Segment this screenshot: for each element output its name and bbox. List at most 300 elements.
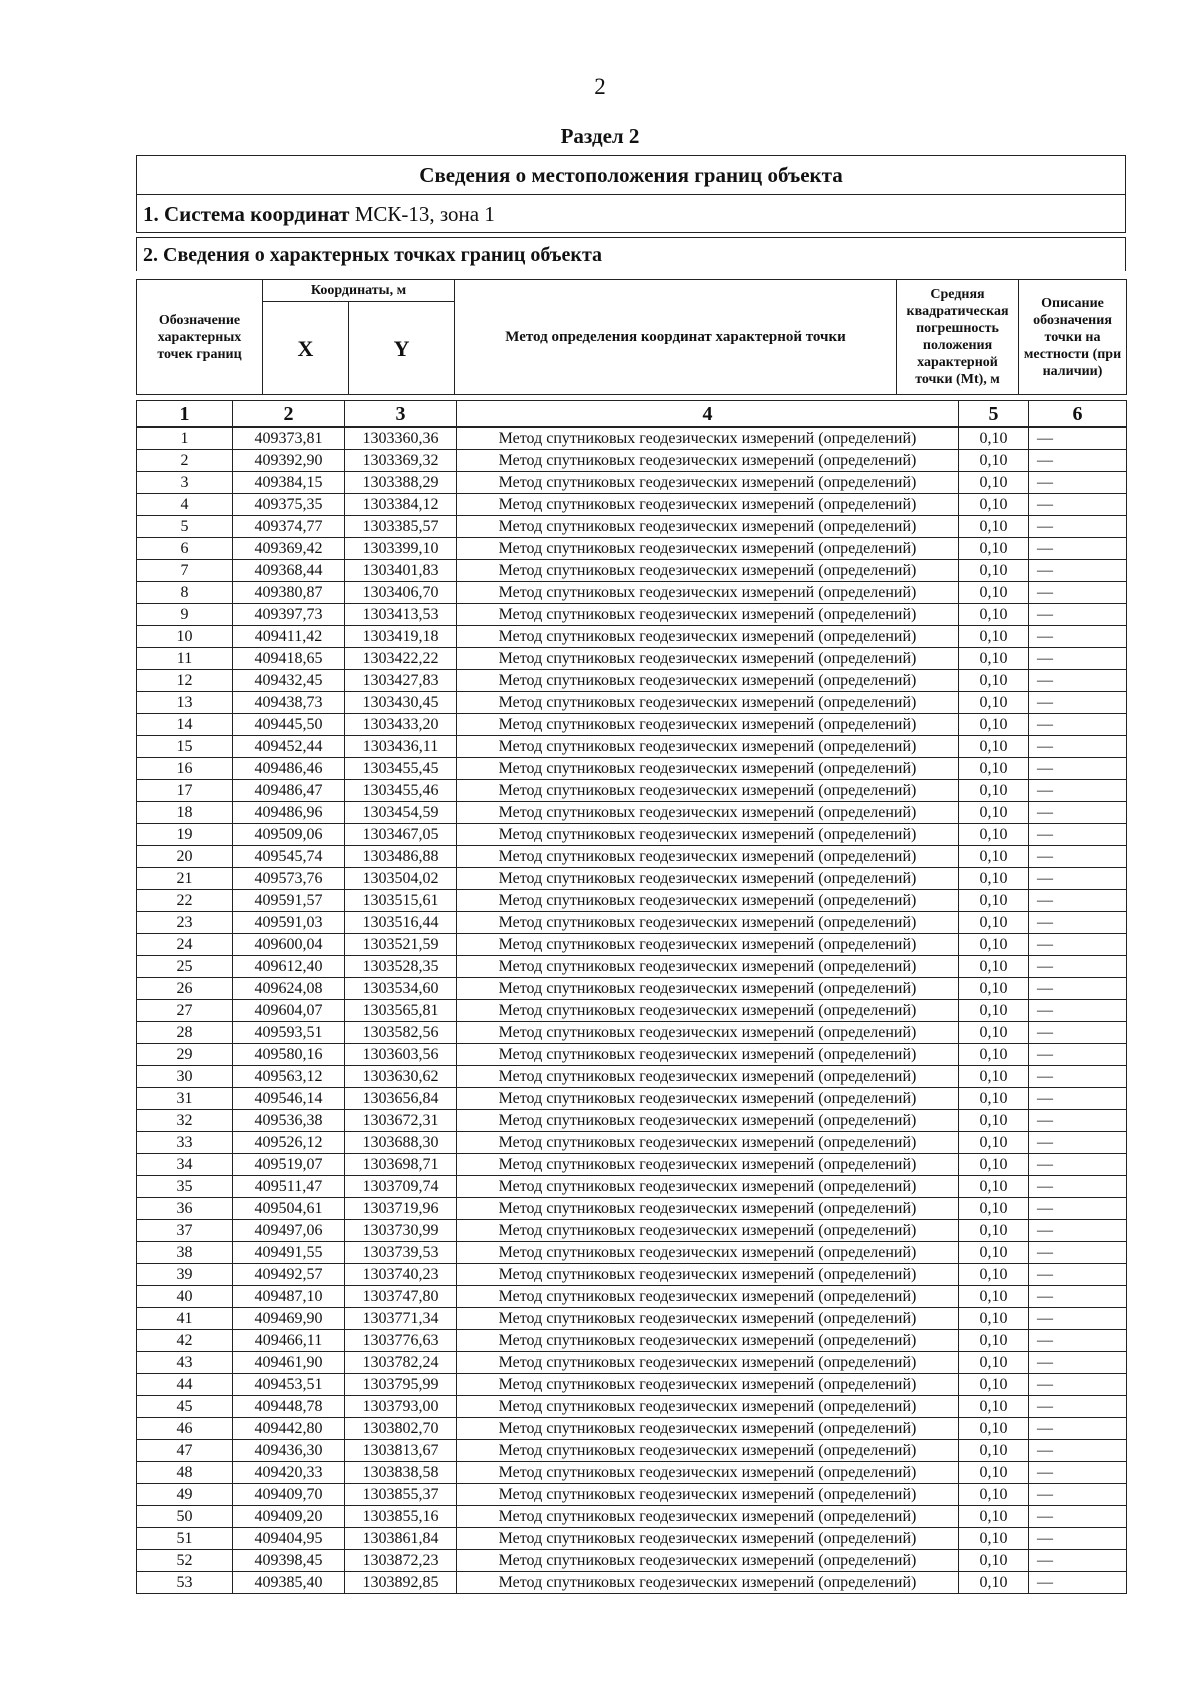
- x-coord-cell: 409580,16: [233, 1044, 345, 1066]
- table-row: [137, 1088, 1127, 1110]
- y-coord-cell: 1303813,67: [345, 1440, 457, 1462]
- method-cell: Метод спутниковых геодезических измерений (определений): [457, 1572, 959, 1594]
- description-cell: —: [1029, 582, 1127, 604]
- point-number-cell: 31: [137, 1088, 233, 1110]
- x-coord-cell: 409385,40: [233, 1572, 345, 1594]
- x-coord-cell: 409486,96: [233, 802, 345, 824]
- x-coord-cell: 409384,15: [233, 472, 345, 494]
- x-coord-cell: 409491,55: [233, 1242, 345, 1264]
- y-coord-cell: 1303455,45: [345, 758, 457, 780]
- point-number-cell: 45: [137, 1396, 233, 1418]
- error-cell: 0,10: [959, 1440, 1029, 1462]
- description-cell: —: [1029, 494, 1127, 516]
- x-coord-cell: 409380,87: [233, 582, 345, 604]
- point-number-cell: 14: [137, 714, 233, 736]
- method-cell: Метод спутниковых геодезических измерений (определений): [457, 516, 959, 538]
- table-row: [137, 714, 1127, 736]
- method-cell: Метод спутниковых геодезических измерений (определений): [457, 582, 959, 604]
- error-cell: 0,10: [959, 1000, 1029, 1022]
- method-cell: Метод спутниковых геодезических измерений (определений): [457, 846, 959, 868]
- table-row: [137, 692, 1127, 714]
- x-coord-cell: 409600,04: [233, 934, 345, 956]
- x-coord-cell: 409448,78: [233, 1396, 345, 1418]
- error-cell: 0,10: [959, 1044, 1029, 1066]
- points-table-header: [136, 279, 1127, 395]
- col-method-header: Метод определения координат характерной точки: [455, 280, 897, 395]
- table-row: [137, 1528, 1127, 1550]
- error-cell: 0,10: [959, 868, 1029, 890]
- table-row: [137, 934, 1127, 956]
- y-coord-cell: 1303433,20: [345, 714, 457, 736]
- y-coord-cell: 1303515,61: [345, 890, 457, 912]
- point-number-cell: 25: [137, 956, 233, 978]
- error-cell: 0,10: [959, 560, 1029, 582]
- y-coord-cell: 1303436,11: [345, 736, 457, 758]
- method-cell: Метод спутниковых геодезических измерений (определений): [457, 1528, 959, 1550]
- column-number: 3: [345, 401, 457, 428]
- description-cell: —: [1029, 868, 1127, 890]
- column-number-row: [137, 401, 1127, 428]
- table-row: [137, 538, 1127, 560]
- y-coord-cell: 1303838,58: [345, 1462, 457, 1484]
- table-row: [137, 427, 1127, 450]
- y-coord-cell: 1303565,81: [345, 1000, 457, 1022]
- error-cell: 0,10: [959, 1308, 1029, 1330]
- description-cell: —: [1029, 1572, 1127, 1594]
- description-cell: —: [1029, 978, 1127, 1000]
- col-designation-header: Обозначение характерных точек границ: [137, 280, 263, 395]
- description-cell: —: [1029, 1176, 1127, 1198]
- y-coord-cell: 1303776,63: [345, 1330, 457, 1352]
- method-cell: Метод спутниковых геодезических измерений (определений): [457, 890, 959, 912]
- table-row: [137, 1264, 1127, 1286]
- point-number-cell: 19: [137, 824, 233, 846]
- point-number-cell: 5: [137, 516, 233, 538]
- y-coord-cell: 1303603,56: [345, 1044, 457, 1066]
- method-cell: Метод спутниковых геодезических измерений (определений): [457, 780, 959, 802]
- point-number-cell: 11: [137, 648, 233, 670]
- description-cell: —: [1029, 692, 1127, 714]
- description-cell: —: [1029, 1528, 1127, 1550]
- y-coord-cell: 1303504,02: [345, 868, 457, 890]
- table-row: [137, 1154, 1127, 1176]
- x-coord-cell: 409442,80: [233, 1418, 345, 1440]
- error-cell: 0,10: [959, 494, 1029, 516]
- point-number-cell: 22: [137, 890, 233, 912]
- point-number-cell: 10: [137, 626, 233, 648]
- x-coord-cell: 409563,12: [233, 1066, 345, 1088]
- error-cell: 0,10: [959, 912, 1029, 934]
- error-cell: 0,10: [959, 824, 1029, 846]
- description-cell: —: [1029, 956, 1127, 978]
- y-coord-cell: 1303698,71: [345, 1154, 457, 1176]
- x-coord-cell: 409492,57: [233, 1264, 345, 1286]
- x-coord-cell: 409466,11: [233, 1330, 345, 1352]
- y-coord-cell: 1303709,74: [345, 1176, 457, 1198]
- description-cell: —: [1029, 1022, 1127, 1044]
- description-cell: —: [1029, 1418, 1127, 1440]
- method-cell: Метод спутниковых геодезических измерений (определений): [457, 1418, 959, 1440]
- x-coord-cell: 409373,81: [233, 427, 345, 450]
- table-row: [137, 1220, 1127, 1242]
- y-coord-cell: 1303467,05: [345, 824, 457, 846]
- error-cell: 0,10: [959, 714, 1029, 736]
- x-coord-cell: 409418,65: [233, 648, 345, 670]
- table-row: [137, 494, 1127, 516]
- error-cell: 0,10: [959, 1286, 1029, 1308]
- y-coord-cell: 1303401,83: [345, 560, 457, 582]
- x-coord-cell: 409409,20: [233, 1506, 345, 1528]
- error-cell: 0,10: [959, 1154, 1029, 1176]
- description-cell: —: [1029, 802, 1127, 824]
- method-cell: Метод спутниковых геодезических измерений (определений): [457, 912, 959, 934]
- error-cell: 0,10: [959, 472, 1029, 494]
- description-cell: —: [1029, 1154, 1127, 1176]
- column-number: 5: [959, 401, 1029, 428]
- error-cell: 0,10: [959, 1132, 1029, 1154]
- description-cell: —: [1029, 1506, 1127, 1528]
- method-cell: Метод спутниковых геодезических измерений (определений): [457, 648, 959, 670]
- method-cell: Метод спутниковых геодезических измерений (определений): [457, 1198, 959, 1220]
- point-number-cell: 12: [137, 670, 233, 692]
- y-coord-cell: 1303360,36: [345, 427, 457, 450]
- x-coord-cell: 409526,12: [233, 1132, 345, 1154]
- y-coord-cell: 1303422,22: [345, 648, 457, 670]
- error-cell: 0,10: [959, 1484, 1029, 1506]
- point-number-cell: 37: [137, 1220, 233, 1242]
- error-cell: 0,10: [959, 1066, 1029, 1088]
- error-cell: 0,10: [959, 846, 1029, 868]
- point-number-cell: 39: [137, 1264, 233, 1286]
- y-coord-cell: 1303656,84: [345, 1088, 457, 1110]
- method-cell: Метод спутниковых геодезических измерений (определений): [457, 824, 959, 846]
- method-cell: Метод спутниковых геодезических измерений (определений): [457, 978, 959, 1000]
- x-coord-cell: 409487,10: [233, 1286, 345, 1308]
- y-coord-cell: 1303406,70: [345, 582, 457, 604]
- y-coord-cell: 1303419,18: [345, 626, 457, 648]
- description-cell: —: [1029, 516, 1127, 538]
- table-row: [137, 1022, 1127, 1044]
- error-cell: 0,10: [959, 1264, 1029, 1286]
- method-cell: Метод спутниковых геодезических измерений (определений): [457, 1088, 959, 1110]
- y-coord-cell: 1303892,85: [345, 1572, 457, 1594]
- method-cell: Метод спутниковых геодезических измерений (определений): [457, 560, 959, 582]
- point-number-cell: 16: [137, 758, 233, 780]
- x-coord-cell: 409486,46: [233, 758, 345, 780]
- table-row: [137, 736, 1127, 758]
- error-cell: 0,10: [959, 934, 1029, 956]
- y-coord-cell: 1303430,45: [345, 692, 457, 714]
- description-cell: —: [1029, 1242, 1127, 1264]
- point-number-cell: 4: [137, 494, 233, 516]
- description-cell: —: [1029, 890, 1127, 912]
- x-coord-cell: 409375,35: [233, 494, 345, 516]
- point-number-cell: 42: [137, 1330, 233, 1352]
- error-cell: 0,10: [959, 780, 1029, 802]
- x-coord-cell: 409604,07: [233, 1000, 345, 1022]
- point-number-cell: 9: [137, 604, 233, 626]
- method-cell: Метод спутниковых геодезических измерений (определений): [457, 1154, 959, 1176]
- description-cell: —: [1029, 1264, 1127, 1286]
- point-number-cell: 36: [137, 1198, 233, 1220]
- error-cell: 0,10: [959, 736, 1029, 758]
- method-cell: Метод спутниковых геодезических измерений (определений): [457, 1022, 959, 1044]
- x-coord-cell: 409504,61: [233, 1198, 345, 1220]
- description-cell: —: [1029, 1396, 1127, 1418]
- error-cell: 0,10: [959, 427, 1029, 450]
- x-coord-cell: 409591,57: [233, 890, 345, 912]
- method-cell: Метод спутниковых геодезических измерений (определений): [457, 1176, 959, 1198]
- table-row: [137, 868, 1127, 890]
- description-cell: —: [1029, 1000, 1127, 1022]
- description-cell: —: [1029, 1308, 1127, 1330]
- x-coord-cell: 409624,08: [233, 978, 345, 1000]
- method-cell: Метод спутниковых геодезических измерений (определений): [457, 626, 959, 648]
- y-coord-cell: 1303534,60: [345, 978, 457, 1000]
- table-row: [137, 560, 1127, 582]
- point-number-cell: 52: [137, 1550, 233, 1572]
- coord-system-value: МСК-13, зона 1: [354, 202, 495, 226]
- point-number-cell: 28: [137, 1022, 233, 1044]
- col-description-header: Описание обозначения точки на местности (при наличии): [1019, 280, 1127, 395]
- y-coord-cell: 1303486,88: [345, 846, 457, 868]
- method-cell: Метод спутниковых геодезических измерений (определений): [457, 1440, 959, 1462]
- error-cell: 0,10: [959, 692, 1029, 714]
- error-cell: 0,10: [959, 450, 1029, 472]
- method-cell: Метод спутниковых геодезических измерений (определений): [457, 1330, 959, 1352]
- table-row: [137, 824, 1127, 846]
- y-coord-cell: 1303384,12: [345, 494, 457, 516]
- description-cell: —: [1029, 626, 1127, 648]
- method-cell: Метод спутниковых геодезических измерений (определений): [457, 1242, 959, 1264]
- x-coord-cell: 409612,40: [233, 956, 345, 978]
- description-cell: —: [1029, 1440, 1127, 1462]
- x-coord-cell: 409392,90: [233, 450, 345, 472]
- point-number-cell: 34: [137, 1154, 233, 1176]
- y-coord-cell: 1303413,53: [345, 604, 457, 626]
- description-cell: —: [1029, 604, 1127, 626]
- table-row: [137, 1440, 1127, 1462]
- description-cell: —: [1029, 538, 1127, 560]
- table-row: [137, 758, 1127, 780]
- description-cell: —: [1029, 846, 1127, 868]
- method-cell: Метод спутниковых геодезических измерений (определений): [457, 692, 959, 714]
- point-number-cell: 3: [137, 472, 233, 494]
- y-coord-cell: 1303740,23: [345, 1264, 457, 1286]
- point-number-cell: 15: [137, 736, 233, 758]
- description-cell: —: [1029, 1330, 1127, 1352]
- description-cell: —: [1029, 1132, 1127, 1154]
- description-cell: —: [1029, 560, 1127, 582]
- y-coord-cell: 1303688,30: [345, 1132, 457, 1154]
- table-row: [137, 1110, 1127, 1132]
- point-number-cell: 49: [137, 1484, 233, 1506]
- y-coord-cell: 1303369,32: [345, 450, 457, 472]
- method-cell: Метод спутниковых геодезических измерений (определений): [457, 604, 959, 626]
- method-cell: Метод спутниковых геодезических измерений (определений): [457, 427, 959, 450]
- table-row: [137, 626, 1127, 648]
- method-cell: Метод спутниковых геодезических измерений (определений): [457, 1550, 959, 1572]
- points-section-title: 2. Сведения о характерных точках границ объекта: [136, 237, 1126, 271]
- description-cell: —: [1029, 1484, 1127, 1506]
- point-number-cell: 26: [137, 978, 233, 1000]
- x-coord-cell: 409461,90: [233, 1352, 345, 1374]
- point-number-cell: 46: [137, 1418, 233, 1440]
- description-cell: —: [1029, 670, 1127, 692]
- y-coord-cell: 1303855,37: [345, 1484, 457, 1506]
- x-coord-cell: 409453,51: [233, 1374, 345, 1396]
- col-error-header: Средняя квадратическая погрешность положения характерной точки (Mt), м: [897, 280, 1019, 395]
- error-cell: 0,10: [959, 1022, 1029, 1044]
- y-coord-cell: 1303861,84: [345, 1528, 457, 1550]
- column-number: 2: [233, 401, 345, 428]
- error-cell: 0,10: [959, 582, 1029, 604]
- column-number: 6: [1029, 401, 1127, 428]
- table-row: [137, 802, 1127, 824]
- x-coord-cell: 409593,51: [233, 1022, 345, 1044]
- description-cell: —: [1029, 1374, 1127, 1396]
- x-coord-cell: 409369,42: [233, 538, 345, 560]
- table-row: [137, 912, 1127, 934]
- x-coord-cell: 409497,06: [233, 1220, 345, 1242]
- table-row: [137, 450, 1127, 472]
- method-cell: Метод спутниковых геодезических измерений (определений): [457, 802, 959, 824]
- table-row: [137, 1176, 1127, 1198]
- description-cell: —: [1029, 1198, 1127, 1220]
- error-cell: 0,10: [959, 1110, 1029, 1132]
- description-cell: —: [1029, 1110, 1127, 1132]
- y-coord-cell: 1303771,34: [345, 1308, 457, 1330]
- column-number: 1: [137, 401, 233, 428]
- header-title: Сведения о местоположения границ объекта: [136, 155, 1126, 195]
- y-coord-cell: 1303747,80: [345, 1286, 457, 1308]
- x-coord-cell: 409436,30: [233, 1440, 345, 1462]
- x-coord-cell: 409536,38: [233, 1110, 345, 1132]
- method-cell: Метод спутниковых геодезических измерений (определений): [457, 714, 959, 736]
- method-cell: Метод спутниковых геодезических измерений (определений): [457, 670, 959, 692]
- method-cell: Метод спутниковых геодезических измерений (определений): [457, 538, 959, 560]
- description-cell: —: [1029, 780, 1127, 802]
- description-cell: —: [1029, 1352, 1127, 1374]
- description-cell: —: [1029, 472, 1127, 494]
- x-coord-cell: 409519,07: [233, 1154, 345, 1176]
- x-coord-cell: 409452,44: [233, 736, 345, 758]
- description-cell: —: [1029, 934, 1127, 956]
- error-cell: 0,10: [959, 1528, 1029, 1550]
- points-table: [136, 400, 1127, 1594]
- table-row: [137, 1506, 1127, 1528]
- description-cell: —: [1029, 714, 1127, 736]
- point-number-cell: 48: [137, 1462, 233, 1484]
- point-number-cell: 38: [137, 1242, 233, 1264]
- point-number-cell: 35: [137, 1176, 233, 1198]
- method-cell: Метод спутниковых геодезических измерений (определений): [457, 1066, 959, 1088]
- error-cell: 0,10: [959, 538, 1029, 560]
- description-cell: —: [1029, 1088, 1127, 1110]
- method-cell: Метод спутниковых геодезических измерений (определений): [457, 1308, 959, 1330]
- x-coord-cell: 409546,14: [233, 1088, 345, 1110]
- y-coord-cell: 1303385,57: [345, 516, 457, 538]
- coord-system-label: 1. Система координат: [143, 202, 350, 226]
- point-number-cell: 20: [137, 846, 233, 868]
- method-cell: Метод спутниковых геодезических измерений (определений): [457, 758, 959, 780]
- point-number-cell: 50: [137, 1506, 233, 1528]
- method-cell: Метод спутниковых геодезических измерений (определений): [457, 472, 959, 494]
- error-cell: 0,10: [959, 1418, 1029, 1440]
- point-number-cell: 51: [137, 1528, 233, 1550]
- error-cell: 0,10: [959, 956, 1029, 978]
- col-x-header: X: [263, 302, 349, 395]
- description-cell: —: [1029, 1550, 1127, 1572]
- error-cell: 0,10: [959, 1506, 1029, 1528]
- x-coord-cell: 409445,50: [233, 714, 345, 736]
- x-coord-cell: 409411,42: [233, 626, 345, 648]
- y-coord-cell: 1303427,83: [345, 670, 457, 692]
- table-row: [137, 1242, 1127, 1264]
- table-row: [137, 1572, 1127, 1594]
- x-coord-cell: 409438,73: [233, 692, 345, 714]
- x-coord-cell: 409420,33: [233, 1462, 345, 1484]
- table-row: [137, 846, 1127, 868]
- x-coord-cell: 409397,73: [233, 604, 345, 626]
- table-row: [137, 1066, 1127, 1088]
- point-number-cell: 18: [137, 802, 233, 824]
- table-row: [137, 1132, 1127, 1154]
- method-cell: Метод спутниковых геодезических измерений (определений): [457, 1374, 959, 1396]
- method-cell: Метод спутниковых геодезических измерений (определений): [457, 1220, 959, 1242]
- error-cell: 0,10: [959, 1374, 1029, 1396]
- error-cell: 0,10: [959, 802, 1029, 824]
- error-cell: 0,10: [959, 1330, 1029, 1352]
- method-cell: Метод спутниковых геодезических измерений (определений): [457, 1462, 959, 1484]
- x-coord-cell: 409374,77: [233, 516, 345, 538]
- col-coordinates-header: Координаты, м: [263, 280, 455, 302]
- description-cell: —: [1029, 1066, 1127, 1088]
- x-coord-cell: 409409,70: [233, 1484, 345, 1506]
- error-cell: 0,10: [959, 1220, 1029, 1242]
- description-cell: —: [1029, 1286, 1127, 1308]
- error-cell: 0,10: [959, 1572, 1029, 1594]
- table-row: [137, 604, 1127, 626]
- error-cell: 0,10: [959, 1242, 1029, 1264]
- col-y-header: Y: [349, 302, 455, 395]
- x-coord-cell: 409432,45: [233, 670, 345, 692]
- x-coord-cell: 409573,76: [233, 868, 345, 890]
- method-cell: Метод спутниковых геодезических измерений (определений): [457, 1044, 959, 1066]
- table-row: [137, 472, 1127, 494]
- method-cell: Метод спутниковых геодезических измерений (определений): [457, 1352, 959, 1374]
- error-cell: 0,10: [959, 626, 1029, 648]
- x-coord-cell: 409509,06: [233, 824, 345, 846]
- method-cell: Метод спутниковых геодезических измерений (определений): [457, 1286, 959, 1308]
- point-number-cell: 27: [137, 1000, 233, 1022]
- x-coord-cell: 409545,74: [233, 846, 345, 868]
- method-cell: Метод спутниковых геодезических измерений (определений): [457, 868, 959, 890]
- error-cell: 0,10: [959, 604, 1029, 626]
- table-row: [137, 1550, 1127, 1572]
- error-cell: 0,10: [959, 1088, 1029, 1110]
- point-number-cell: 40: [137, 1286, 233, 1308]
- table-row: [137, 516, 1127, 538]
- y-coord-cell: 1303516,44: [345, 912, 457, 934]
- point-number-cell: 41: [137, 1308, 233, 1330]
- table-row: [137, 956, 1127, 978]
- description-cell: —: [1029, 1220, 1127, 1242]
- column-number: 4: [457, 401, 959, 428]
- table-row: [137, 670, 1127, 692]
- description-cell: —: [1029, 736, 1127, 758]
- table-row: [137, 582, 1127, 604]
